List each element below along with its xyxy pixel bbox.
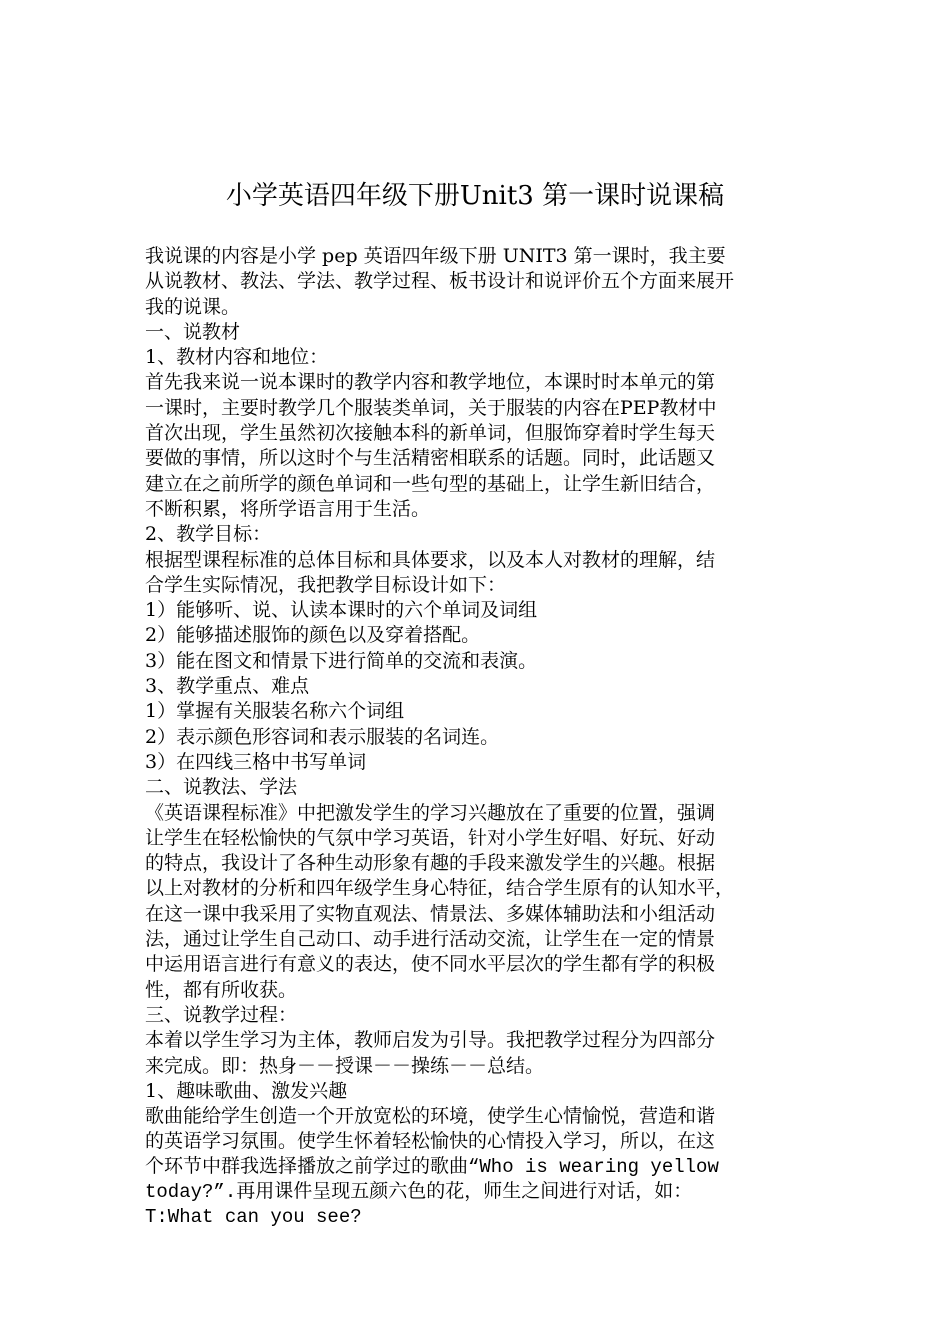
section-heading: 三、说教学过程： xyxy=(145,1003,298,1026)
paragraph-line: 个环节中群我选择播放之前学过的歌曲“Who is wearing yellow xyxy=(145,1155,719,1178)
paragraph-line: 建立在之前所学的颜色单词和一些句型的基础上，让学生新旧结合， xyxy=(145,472,716,495)
section-heading: 二、说教法、学法 xyxy=(145,776,298,799)
paragraph-line: 一课时，主要时教学几个服装类单词，关于服装的内容在PEP教材中 xyxy=(145,396,717,419)
paragraph-line: today?”.再用课件呈现五颜六色的花，师生之间进行对话，如： xyxy=(145,1180,693,1203)
list-item: 1）掌握有关服装名称六个词组 xyxy=(145,700,405,723)
subsection-heading: 2、教学目标： xyxy=(145,523,272,546)
paragraph-line: 法，通过让学生自己动口、动手进行活动交流，让学生在一定的情景 xyxy=(145,928,716,951)
paragraph-line: 根据型课程标准的总体目标和具体要求，以及本人对教材的理解，结 xyxy=(145,548,716,571)
paragraph-line: 首先我来说一说本课时的教学内容和教学地位，本课时时本单元的第 xyxy=(145,371,716,394)
paragraph-line: 要做的事情，所以这时个与生活精密相联系的话题。同时，此话题又 xyxy=(145,447,716,470)
subsection-heading: 1、趣味歌曲、激发兴趣 xyxy=(145,1079,348,1102)
document-body xyxy=(145,244,835,1231)
dialogue-line: T:What can you see? xyxy=(145,1206,362,1229)
paragraph-line: 的特点，我设计了各种生动形象有趣的手段来激发学生的兴趣。根据 xyxy=(145,852,716,875)
paragraph-line: 从说教材、教法、学法、教学过程、板书设计和说评价五个方面来展开 xyxy=(145,270,735,293)
paragraph-line: 合学生实际情况，我把教学目标设计如下： xyxy=(145,573,507,596)
list-item: 1）能够听、说、认读本课时的六个单词及词组 xyxy=(145,599,538,622)
list-item: 3）能在图文和情景下进行简单的交流和表演。 xyxy=(145,649,538,672)
list-item: 3）在四线三格中书写单词 xyxy=(145,750,367,773)
paragraph-line: 来完成。即：热身－－授课－－操练－－总结。 xyxy=(145,1054,545,1077)
paragraph-line: 的英语学习氛围。使学生怀着轻松愉快的心情投入学习，所以，在这 xyxy=(145,1130,716,1153)
paragraph-line: 以上对教材的分析和四年级学生身心特征，结合学生原有的认知水平， xyxy=(145,877,735,900)
paragraph-line: 歌曲能给学生创造一个开放宽松的环境，使学生心情愉悦，营造和谐 xyxy=(145,1105,716,1128)
paragraph-line: 我说课的内容是小学 pep 英语四年级下册 UNIT3 第一课时，我主要 xyxy=(145,245,726,267)
paragraph-line: 中运用语言进行有意义的表达，使不同水平层次的学生都有学的积极 xyxy=(145,953,716,976)
paragraph-line: 性，都有所收获。 xyxy=(145,978,298,1001)
paragraph-line: 本着以学生学习为主体，教师启发为引导。我把教学过程分为四部分 xyxy=(145,1029,716,1052)
paragraph-line: 我的说课。 xyxy=(145,295,241,318)
section-heading: 一、说教材 xyxy=(145,320,241,343)
paragraph-line: 在这一课中我采用了实物直观法、情景法、多媒体辅助法和小组活动 xyxy=(145,902,716,925)
paragraph-line: 《英语课程标准》中把激发学生的学习兴趣放在了重要的位置，强调 xyxy=(145,801,716,824)
paragraph-line: 让学生在轻松愉快的气氛中学习英语，针对小学生好唱、好玩、好动 xyxy=(145,826,716,849)
paragraph-line: 首次出现，学生虽然初次接触本科的新单词，但服饰穿着时学生每天 xyxy=(145,422,716,445)
subsection-heading: 1、教材内容和地位： xyxy=(145,346,329,369)
list-item: 2）表示颜色形容词和表示服装的名词连。 xyxy=(145,725,500,748)
document-title: 小学英语四年级下册Unit3 第一课时说课稿 xyxy=(225,181,725,211)
list-item: 2）能够描述服饰的颜色以及穿着搭配。 xyxy=(145,624,481,647)
paragraph-line: 不断积累，将所学语言用于生活。 xyxy=(145,497,431,520)
subsection-heading: 3、教学重点、难点 xyxy=(145,675,310,698)
